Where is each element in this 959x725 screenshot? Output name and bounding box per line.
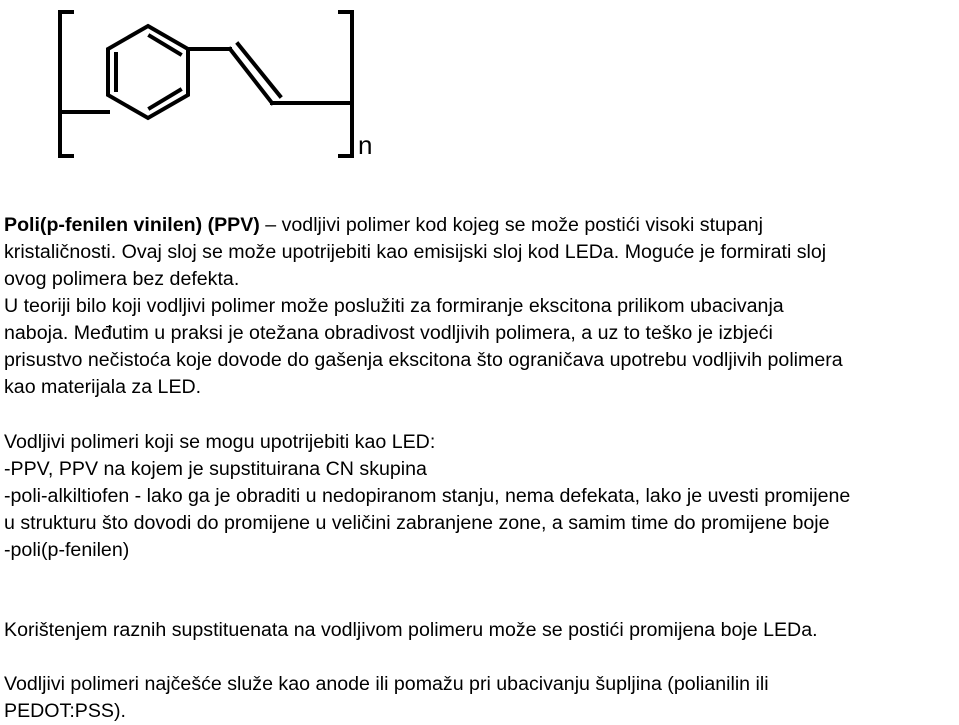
- benzene-ring: [108, 26, 188, 118]
- paragraph-led-polymers: Vodljivi polimeri koji se mogu upotrijebiti kao LED: -PPV, PPV na kojem je supstituirana CN skupina -poli-alkiltiofen - lako ga je obraditi u nedopiranom stanju, nema defekata, lako je uvesti promijene u strukturu što dovodi do promijene u veličini zabranjene zone, a samim time do promijene boje -poli(p-fenilen): [4, 431, 851, 561]
- right-bracket: [340, 12, 352, 156]
- ppv-structure-diagram: [40, 0, 400, 160]
- repeat-subscript: n: [358, 130, 373, 160]
- paragraph-ppv: Poli(p-fenilen vinilen) (PPV) – vodljivi polimer kod kojeg se može postići visoki stupanj kristaličnosti. Ovaj sloj se može upotrijebiti kao emisijski sloj kod LEDa. Moguće je formirati sloj ovog polimera bez defekta. U teoriji bilo koji vodljivi polimer može poslužiti za formiranje ekscitona prilikom ubacivanja naboja. Međutim u praksi je otežana obradivost vodljivih polimera, a uz to teško je izbjeći prisustvo nečistoća koje dovode do gašenja ekscitona što ograničava upotrebu vodljivih polimera kao materijala za LED.: [4, 214, 843, 398]
- paragraph-anodes: Vodljivi polimeri najčešće služe kao anode ili pomažu pri ubacivanju šupljina (polianilin ili PEDOT:PSS).: [4, 673, 769, 722]
- paragraph-substituents: Korištenjem raznih supstituenata na vodljivom polimeru može se postići promijena boje LEDa.: [4, 619, 818, 641]
- left-bracket: [60, 12, 72, 156]
- ppv-title: Poli(p-fenilen vinilen) (PPV): [4, 214, 260, 236]
